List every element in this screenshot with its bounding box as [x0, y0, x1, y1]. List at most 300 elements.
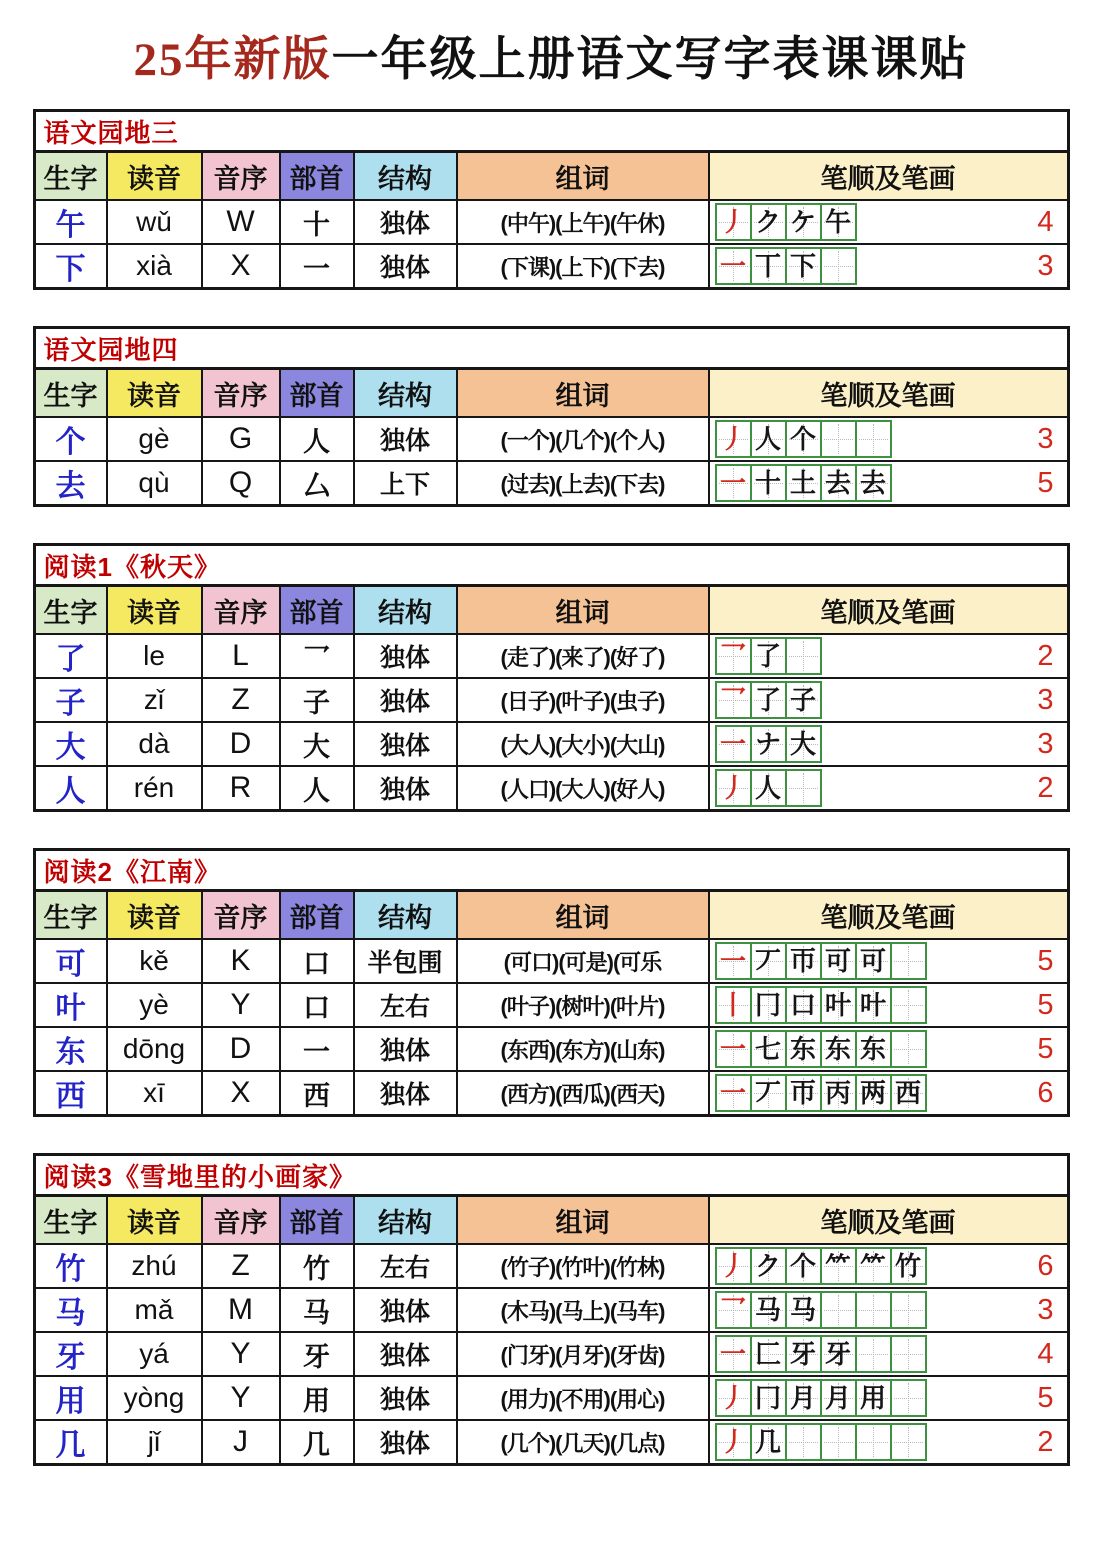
stroke-box — [785, 1335, 822, 1373]
stroke-order-strip — [715, 1423, 927, 1461]
radical-cell — [281, 767, 355, 809]
alphabetical-initial: W — [226, 205, 255, 238]
stroke-box — [715, 1074, 752, 1112]
stroke-glyph: 月 — [824, 1383, 851, 1413]
stroke-box — [750, 637, 787, 675]
column-header-row — [36, 587, 1067, 635]
initial-cell — [203, 1028, 281, 1070]
stroke-box — [785, 681, 822, 719]
words-cell — [458, 767, 710, 809]
stroke-order-strip — [715, 464, 892, 502]
structure: 独体 — [379, 1386, 430, 1414]
stroke-order-strip — [715, 1335, 927, 1373]
stroke-order-cell — [710, 1245, 1067, 1287]
stroke-box-empty — [855, 1423, 892, 1461]
stroke-glyph: 匚 — [754, 1339, 781, 1369]
character: 大 — [55, 731, 86, 764]
worksheet-table — [33, 1153, 1070, 1466]
stroke-box — [890, 1074, 927, 1112]
stroke-box — [855, 986, 892, 1024]
character: 几 — [55, 1429, 86, 1462]
pinyin-cell — [108, 635, 203, 677]
radical: 子 — [303, 687, 330, 718]
stroke-order-strip — [715, 1247, 927, 1285]
stroke-order-strip — [715, 1291, 927, 1329]
words-cell — [458, 1028, 710, 1070]
radical-cell — [281, 462, 355, 504]
char-cell — [36, 1245, 108, 1287]
stroke-glyph: 个 — [789, 424, 816, 454]
alphabetical-initial: Q — [228, 466, 253, 499]
char-cell — [36, 245, 108, 287]
stroke-count: 4 — [1037, 1337, 1054, 1370]
radical-cell — [281, 1072, 355, 1114]
structure: 左右 — [379, 993, 430, 1021]
stroke-box — [785, 1247, 822, 1285]
stroke-box — [715, 942, 752, 980]
structure-cell — [355, 201, 458, 243]
word-examples: (竹子)(竹叶)(竹林) — [500, 1254, 665, 1280]
section-title: 阅读2《江南》 — [43, 856, 221, 887]
stroke-glyph: 叶 — [824, 990, 851, 1020]
stroke-box-empty — [890, 1335, 927, 1373]
word-examples: (日子)(叶子)(虫子) — [500, 688, 665, 714]
stroke-glyph: 了 — [754, 641, 781, 671]
word-examples: (用力)(不用)(用心) — [500, 1386, 665, 1412]
stroke-glyph: 东 — [789, 1034, 816, 1064]
word-examples: (木马)(马上)(马车) — [500, 1298, 665, 1324]
structure: 独体 — [379, 1342, 430, 1370]
table-row — [36, 1245, 1067, 1289]
radical: 牙 — [303, 1341, 330, 1372]
stroke-glyph: 七 — [754, 1034, 781, 1064]
column-header: 音序 — [203, 587, 281, 633]
stroke-glyph: 了 — [754, 685, 781, 715]
stroke-box — [750, 725, 787, 763]
stroke-order-strip — [715, 942, 927, 980]
stroke-glyph: 几 — [754, 1427, 781, 1457]
stroke-glyph: 午 — [824, 207, 851, 237]
words-cell — [458, 201, 710, 243]
table-row — [36, 1333, 1067, 1377]
stroke-glyph — [857, 422, 890, 456]
structure: 上下 — [379, 471, 430, 499]
words-cell — [458, 418, 710, 460]
column-header: 生字 — [36, 1197, 108, 1243]
column-header: 笔顺及笔画 — [710, 587, 1067, 633]
stroke-box — [785, 1030, 822, 1068]
alphabetical-initial: J — [233, 1425, 248, 1458]
char-cell — [36, 418, 108, 460]
pinyin-cell — [108, 1289, 203, 1331]
stroke-box — [890, 1247, 927, 1285]
stroke-glyph: 丙 — [824, 1078, 851, 1108]
stroke-glyph: 一 — [719, 251, 746, 281]
stroke-glyph: 丆 — [754, 946, 781, 976]
initial-cell — [203, 723, 281, 765]
char-cell — [36, 940, 108, 982]
pinyin: yè — [139, 989, 169, 1020]
table-row — [36, 462, 1067, 504]
stroke-glyph: 下 — [789, 251, 816, 281]
stroke-glyph: 一 — [719, 1339, 746, 1369]
pinyin: dōng — [122, 1033, 186, 1064]
structure-cell — [355, 767, 458, 809]
stroke-order-cell — [710, 635, 1067, 677]
alphabetical-initial: L — [232, 639, 249, 672]
pinyin: gè — [138, 423, 170, 454]
stroke-glyph: 西 — [894, 1078, 921, 1108]
pinyin: mǎ — [134, 1294, 174, 1325]
pinyin-cell — [108, 984, 203, 1026]
stroke-order-strip — [715, 1074, 927, 1112]
stroke-glyph: 可 — [859, 946, 886, 976]
word-examples: (门牙)(月牙)(牙齿) — [500, 1342, 665, 1368]
radical: 一 — [303, 253, 330, 284]
alphabetical-initial: X — [230, 1076, 251, 1109]
stroke-box — [785, 1074, 822, 1112]
radical-cell — [281, 1289, 355, 1331]
pinyin: rén — [133, 772, 175, 803]
radical-cell — [281, 1245, 355, 1287]
initial-cell — [203, 940, 281, 982]
stroke-box — [750, 247, 787, 285]
stroke-count: 3 — [1037, 683, 1054, 716]
stroke-box — [820, 1074, 857, 1112]
radical: 厶 — [303, 470, 330, 501]
stroke-order-strip — [715, 420, 892, 458]
alphabetical-initial: Y — [230, 1381, 251, 1414]
stroke-box-empty — [855, 420, 892, 458]
stroke-box — [820, 1335, 857, 1373]
stroke-glyph: 一 — [719, 1078, 746, 1108]
stroke-box — [750, 769, 787, 807]
table-row — [36, 1072, 1067, 1114]
structure-cell — [355, 418, 458, 460]
stroke-box-empty — [855, 1335, 892, 1373]
structure: 独体 — [379, 1037, 430, 1065]
stroke-glyph: 乛 — [719, 641, 746, 671]
stroke-glyph: 大 — [789, 729, 816, 759]
stroke-glyph: 丨 — [719, 990, 746, 1020]
stroke-box-empty — [890, 1291, 927, 1329]
word-examples: (叶子)(树叶)(叶片) — [500, 993, 665, 1019]
stroke-box — [785, 420, 822, 458]
character: 牙 — [55, 1341, 86, 1374]
stroke-box — [750, 1291, 787, 1329]
character: 可 — [55, 948, 86, 981]
stroke-box — [715, 1423, 752, 1461]
radical-cell — [281, 679, 355, 721]
character: 用 — [55, 1385, 86, 1418]
stroke-box — [785, 1291, 822, 1329]
structure-cell — [355, 723, 458, 765]
pinyin: qù — [138, 467, 170, 498]
char-cell — [36, 1421, 108, 1463]
words-cell — [458, 679, 710, 721]
char-cell — [36, 1333, 108, 1375]
stroke-box — [820, 1379, 857, 1417]
stroke-glyph — [892, 1337, 925, 1371]
initial-cell — [203, 1333, 281, 1375]
character: 西 — [55, 1080, 86, 1113]
column-header: 读音 — [108, 587, 203, 633]
initial-cell — [203, 1072, 281, 1114]
radical: 十 — [303, 209, 330, 240]
section-title: 语文园地四 — [43, 334, 179, 365]
structure-cell — [355, 635, 458, 677]
stroke-box — [750, 1379, 787, 1417]
stroke-glyph: 帀 — [789, 1078, 816, 1108]
structure-cell — [355, 1333, 458, 1375]
initial-cell — [203, 418, 281, 460]
stroke-box — [750, 1030, 787, 1068]
column-header: 生字 — [36, 370, 108, 416]
radical-cell — [281, 201, 355, 243]
stroke-glyph: ク — [754, 207, 781, 237]
alphabetical-initial: R — [229, 771, 252, 804]
initial-cell — [203, 635, 281, 677]
column-header: 音序 — [203, 892, 281, 938]
char-cell — [36, 679, 108, 721]
words-cell — [458, 1333, 710, 1375]
character: 马 — [55, 1297, 86, 1330]
stroke-order-strip — [715, 247, 857, 285]
stroke-order-cell — [710, 201, 1067, 243]
structure: 独体 — [379, 1430, 430, 1458]
column-header-row — [36, 892, 1067, 940]
pinyin: xià — [136, 250, 172, 281]
stroke-count: 3 — [1037, 422, 1054, 455]
stroke-glyph: 马 — [754, 1295, 781, 1325]
stroke-box-empty — [820, 420, 857, 458]
stroke-glyph — [787, 639, 820, 673]
radical-cell — [281, 940, 355, 982]
words-cell — [458, 635, 710, 677]
initial-cell — [203, 1377, 281, 1419]
stroke-count: 3 — [1037, 1293, 1054, 1326]
stroke-order-cell — [710, 1421, 1067, 1463]
pinyin-cell — [108, 462, 203, 504]
stroke-order-cell — [710, 1028, 1067, 1070]
stroke-glyph: 丿 — [719, 1251, 746, 1281]
stroke-glyph: 叶 — [859, 990, 886, 1020]
structure: 半包围 — [367, 949, 443, 977]
stroke-box — [785, 1379, 822, 1417]
stroke-glyph: 东 — [824, 1034, 851, 1064]
stroke-box — [750, 203, 787, 241]
pinyin-cell — [108, 723, 203, 765]
page-title-prefix: 25年新版 — [133, 34, 332, 86]
stroke-box — [785, 247, 822, 285]
stroke-glyph: 东 — [859, 1034, 886, 1064]
stroke-box — [715, 725, 752, 763]
character: 下 — [55, 253, 86, 286]
stroke-box — [750, 1247, 787, 1285]
stroke-glyph — [822, 249, 855, 283]
column-header: 组词 — [458, 153, 710, 199]
initial-cell — [203, 245, 281, 287]
character: 了 — [55, 643, 86, 676]
stroke-count: 2 — [1037, 771, 1054, 804]
radical: 马 — [303, 1297, 330, 1328]
stroke-glyph: 用 — [859, 1383, 886, 1413]
stroke-box — [750, 986, 787, 1024]
column-header-row — [36, 1197, 1067, 1245]
table-row — [36, 1028, 1067, 1072]
stroke-glyph: 子 — [789, 685, 816, 715]
structure-cell — [355, 984, 458, 1026]
stroke-box — [715, 986, 752, 1024]
stroke-box — [855, 1030, 892, 1068]
pinyin: dà — [138, 728, 170, 759]
column-header: 组词 — [458, 892, 710, 938]
stroke-box — [855, 1247, 892, 1285]
char-cell — [36, 767, 108, 809]
stroke-box — [715, 1291, 752, 1329]
stroke-box — [820, 942, 857, 980]
stroke-glyph: 乛 — [719, 1295, 746, 1325]
stroke-glyph: 一 — [719, 468, 746, 498]
stroke-box — [750, 420, 787, 458]
stroke-box — [820, 1247, 857, 1285]
stroke-glyph: 马 — [789, 1295, 816, 1325]
initial-cell — [203, 679, 281, 721]
stroke-box — [715, 247, 752, 285]
stroke-order-strip — [715, 681, 822, 719]
structure-cell — [355, 1377, 458, 1419]
stroke-order-cell — [710, 418, 1067, 460]
stroke-count: 5 — [1037, 1032, 1054, 1065]
stroke-glyph: 丿 — [719, 1383, 746, 1413]
character: 午 — [55, 209, 86, 242]
alphabetical-initial: D — [229, 727, 252, 760]
radical-cell — [281, 723, 355, 765]
word-examples: (东西)(东方)(山东) — [500, 1037, 665, 1063]
stroke-box-empty — [785, 637, 822, 675]
column-header: 结构 — [355, 1197, 458, 1243]
pinyin: jǐ — [147, 1426, 161, 1457]
words-cell — [458, 1289, 710, 1331]
structure-cell — [355, 940, 458, 982]
section-title-row — [36, 112, 1067, 153]
word-examples: (过去)(上去)(下去) — [500, 471, 665, 497]
stroke-box — [785, 986, 822, 1024]
stroke-glyph: 可 — [824, 946, 851, 976]
initial-cell — [203, 1289, 281, 1331]
structure-cell — [355, 245, 458, 287]
column-header: 结构 — [355, 587, 458, 633]
words-cell — [458, 245, 710, 287]
stroke-glyph: 人 — [754, 424, 781, 454]
stroke-count: 6 — [1037, 1249, 1054, 1282]
stroke-count: 5 — [1037, 1381, 1054, 1414]
pinyin-cell — [108, 1333, 203, 1375]
radical: 人 — [303, 775, 330, 806]
table-row — [36, 1377, 1067, 1421]
stroke-order-cell — [710, 1072, 1067, 1114]
structure: 独体 — [379, 776, 430, 804]
radical-cell — [281, 1377, 355, 1419]
stroke-glyph — [857, 1293, 890, 1327]
word-examples: (大人)(大小)(大山) — [500, 732, 665, 758]
stroke-box-empty — [785, 769, 822, 807]
stroke-box — [855, 464, 892, 502]
stroke-box — [750, 942, 787, 980]
character: 个 — [55, 426, 86, 459]
stroke-count: 5 — [1037, 466, 1054, 499]
stroke-box — [785, 203, 822, 241]
pinyin-cell — [108, 1421, 203, 1463]
words-cell — [458, 1377, 710, 1419]
stroke-glyph: 两 — [859, 1078, 886, 1108]
stroke-glyph: ク — [754, 1251, 781, 1281]
stroke-order-strip — [715, 1030, 927, 1068]
stroke-glyph: ナ — [754, 729, 781, 759]
structure-cell — [355, 1289, 458, 1331]
stroke-glyph: 丆 — [754, 1078, 781, 1108]
stroke-order-strip — [715, 725, 822, 763]
structure: 左右 — [379, 1254, 430, 1282]
column-header: 组词 — [458, 370, 710, 416]
pinyin: xī — [143, 1077, 165, 1108]
structure: 独体 — [379, 254, 430, 282]
stroke-box — [715, 637, 752, 675]
structure-cell — [355, 1421, 458, 1463]
column-header: 笔顺及笔画 — [710, 892, 1067, 938]
pinyin-cell — [108, 201, 203, 243]
stroke-box — [750, 681, 787, 719]
stroke-order-strip — [715, 1379, 927, 1417]
stroke-glyph: 十 — [754, 468, 781, 498]
char-cell — [36, 462, 108, 504]
character: 竹 — [55, 1253, 86, 1286]
table-row — [36, 679, 1067, 723]
stroke-box — [715, 681, 752, 719]
worksheet-table — [33, 848, 1070, 1117]
stroke-glyph: 去 — [859, 468, 886, 498]
char-cell — [36, 723, 108, 765]
stroke-count: 3 — [1037, 727, 1054, 760]
stroke-box — [750, 1335, 787, 1373]
stroke-glyph: ケ — [789, 207, 816, 237]
initial-cell — [203, 767, 281, 809]
pinyin: zhú — [131, 1250, 177, 1281]
stroke-box-empty — [785, 1423, 822, 1461]
table-row — [36, 767, 1067, 809]
alphabetical-initial: Z — [231, 683, 250, 716]
words-cell — [458, 940, 710, 982]
table-row — [36, 418, 1067, 462]
column-header: 笔顺及笔画 — [710, 153, 1067, 199]
stroke-glyph: 冂 — [754, 1383, 781, 1413]
stroke-order-cell — [710, 679, 1067, 721]
stroke-box — [820, 986, 857, 1024]
pinyin-cell — [108, 1245, 203, 1287]
alphabetical-initial: G — [228, 422, 253, 455]
stroke-glyph — [822, 1425, 855, 1459]
worksheet-table — [33, 543, 1070, 812]
stroke-box-empty — [890, 1030, 927, 1068]
structure: 独体 — [379, 210, 430, 238]
structure-cell — [355, 462, 458, 504]
word-examples: (西方)(西瓜)(西天) — [500, 1081, 665, 1107]
structure: 独体 — [379, 644, 430, 672]
stroke-order-cell — [710, 245, 1067, 287]
column-header: 部首 — [281, 370, 355, 416]
stroke-box — [715, 203, 752, 241]
stroke-count: 2 — [1037, 1425, 1054, 1458]
